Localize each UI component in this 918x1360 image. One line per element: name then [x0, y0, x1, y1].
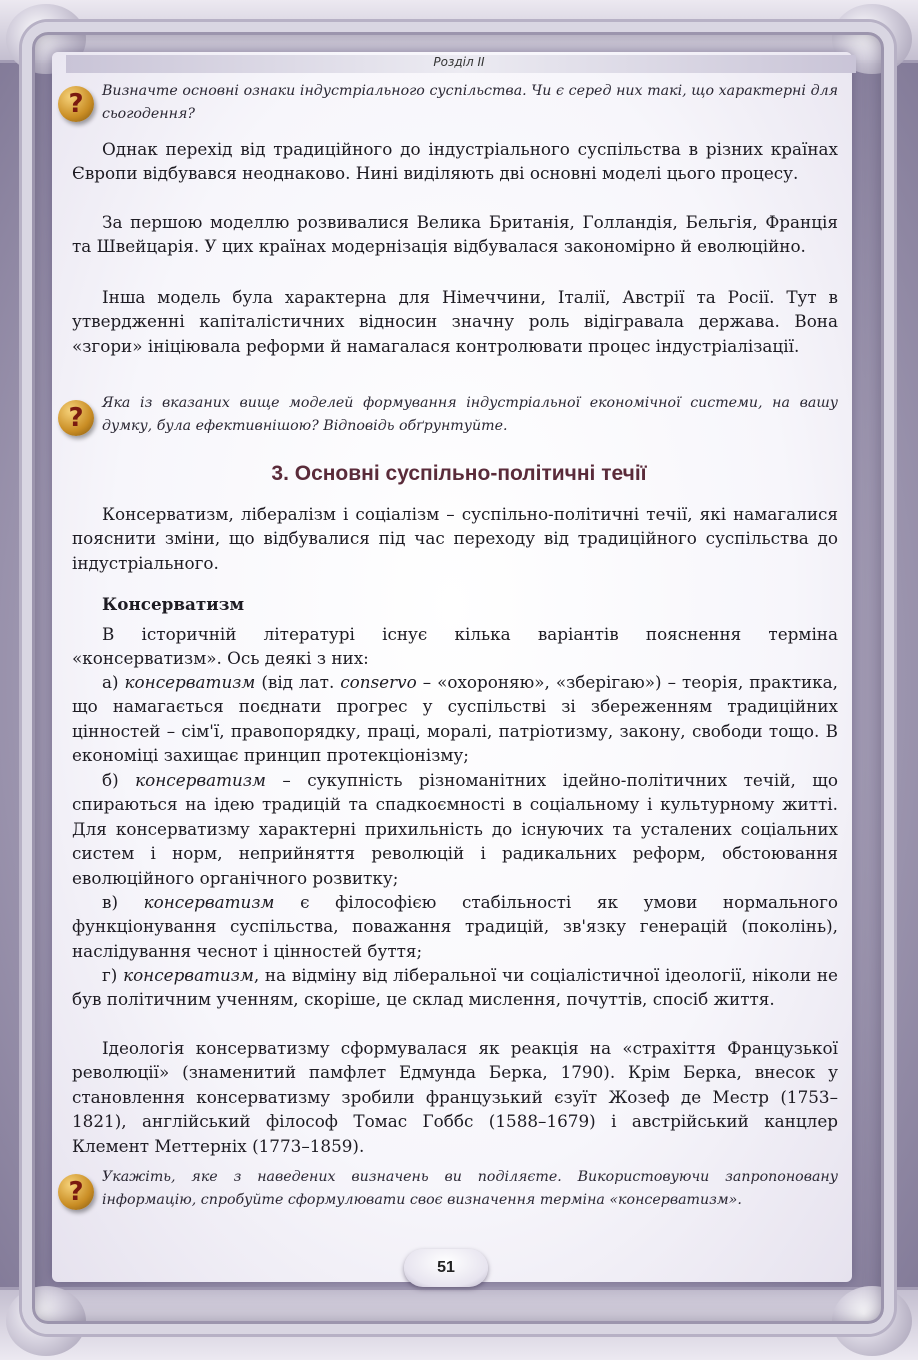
paragraph: За першою моделлю розвивалися Велика Британія, Голландія, Бельгія, Франція та Швейцарія. У цих країнах модернізація відбувалася закономірно й еволюційно. [72, 212, 838, 257]
section-heading: 3. Основні суспільно-політичні течії [271, 462, 647, 485]
paragraph: Ідеологія консерватизму сформувалася як реакція на «страхіття Французької революції» (знаменитий памфлет Едмунда Берка, 1790). Крім Берка, внесок у становлення консерватизму зробили французький єзуїт Жозеф де Местр (1753–1821), англійський філософ Томас Гоббс (1588–1679) і австрійський канцлер Клемент Меттерніх (1773–1859). [72, 1038, 838, 1156]
question-mark-icon: ? [58, 400, 94, 436]
item-marker: б) [102, 770, 136, 790]
definition-b [72, 768, 838, 890]
term: консерватизм [143, 892, 275, 912]
paragraph: Інша модель була характерна для Німеччини, Італії, Австрії та Росії. Тут в утвердженні капіталістичних відносин значну роль відігравала держава. Вона «згори» ініціювала реформи й намагалася контролювати процес індустріалізації. [72, 287, 838, 356]
paragraph: Консерватизм, лібералізм і соціалізм – суспільно-політичні течії, які намагалися пояснити зміни, що відбувалися під час переходу від традиційного суспільства до індустріального. [72, 504, 838, 573]
question-prompt: Яка із вказаних вище моделей формування індустріальної економічної системи, на вашу думку, була ефективнішою? Відповідь обґрунтуйте. [102, 395, 838, 434]
section-label: Розділ II [433, 55, 485, 69]
text: – сукупність різноманітних ідейно-політичних течій, що спираються на ідею традицій та спадкоємності в соціальному і культурному житті. Для консерватизму характерні прихильність до існуючих та усталених соціальних систем і норм, неприйняття революцій і радикальних реформ, обстоювання еволюційного органічного розвитку; [72, 770, 838, 888]
question-mark-icon: ? [58, 1174, 94, 1210]
definition-c [72, 890, 838, 963]
page-number: 51 [404, 1249, 488, 1287]
text: , на відміну від ліберальної чи соціалістичної ідеології, ніколи не був політичним ученням, скоріше, це склад мислення, почуттів, спосіб життя. [72, 965, 838, 1010]
paragraph: В історичній літературі існує кілька варіантів пояснення терміна «консерватизм». Ось деякі з них: [72, 624, 838, 669]
text: (від лат. [255, 672, 341, 692]
definition-a [72, 670, 838, 768]
text: – «охороняю», «зберігаю») – теорія, практика, що намагається поєднати прогрес у суспільстві зі збереженням традиційних цінностей – сім'ї, правопорядку, праці, моралі, патріотизму, закону, свободи тощо. В економіці захищає принцип протекціонізму; [72, 672, 838, 766]
item-marker: а) [102, 672, 125, 692]
question-mark-icon: ? [58, 86, 94, 122]
text: є філософією стабільності як умови нормального функціонування суспільства, поважання традицій, зв'язку генерацій (поколінь), наслідування чеснот і цінностей буття; [72, 892, 838, 961]
subsection-title: Консерватизм [102, 594, 245, 614]
definition-d [72, 963, 838, 1012]
item-marker: в) [102, 892, 144, 912]
term: консерватизм [135, 770, 266, 790]
term: консерватизм [123, 965, 254, 985]
item-marker: г) [102, 965, 124, 985]
paragraph: Однак перехід від традиційного до індустріального суспільства в різних країнах Європи відбувався неоднаково. Нині виділяють дві основні моделі цього процесу. [72, 139, 838, 184]
term: консерватизм [124, 672, 256, 692]
latin-word: conservo [340, 672, 417, 692]
question-prompt: Визначте основні ознаки індустріального суспільства. Чи є серед них такі, що характерні для сьогодення? [102, 83, 838, 122]
question-prompt: Укажіть, яке з наведених визначень ви поділяєте. Використовуючи запропоновану інформацію, спробуйте сформулювати своє визначення терміна «консерватизм». [102, 1169, 838, 1208]
